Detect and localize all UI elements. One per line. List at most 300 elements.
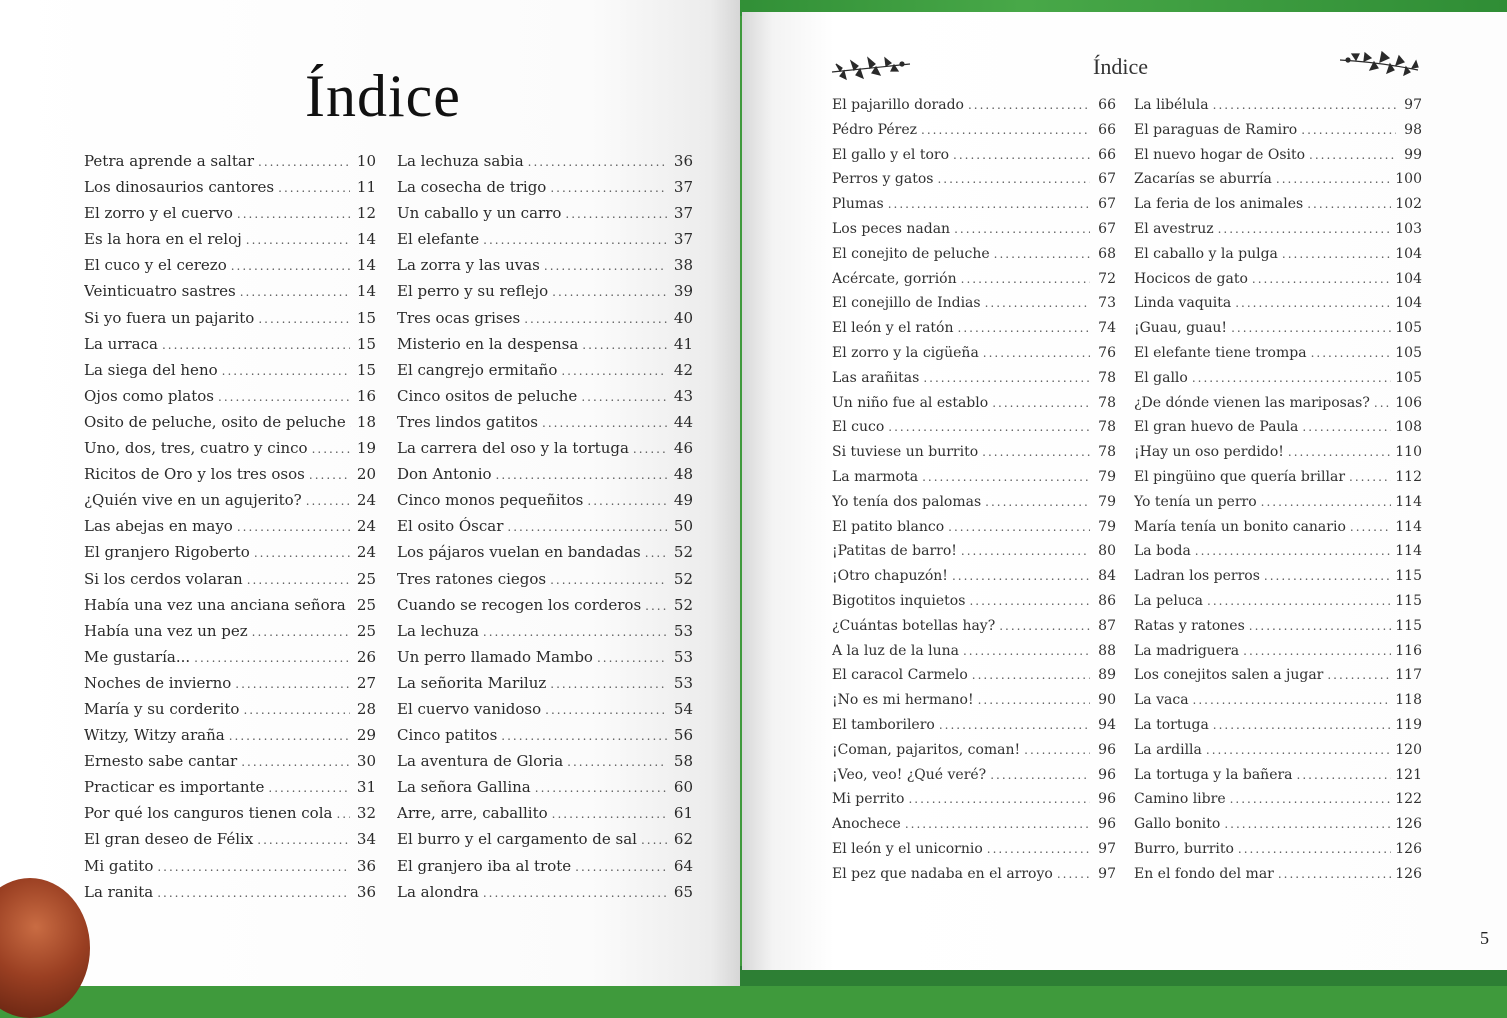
toc-entry [84,435,376,461]
toc-entry [1134,341,1422,366]
dot-leader [954,217,1090,242]
toc-entry-title: El avestruz [1134,217,1214,242]
dot-leader [496,462,667,487]
toc-entry-title: Gallo bonito [1134,812,1220,837]
toc-entry [84,722,376,748]
toc-entry-page: 105 [1395,316,1422,341]
toc-entry-page: 56 [671,722,693,748]
toc-entry-title: El conejito de peluche [832,242,990,267]
toc-entry-page: 25 [354,618,376,644]
dot-leader [641,827,667,852]
dot-leader [237,514,350,539]
dot-leader [306,488,350,513]
toc-entry-page: 126 [1395,837,1422,862]
dot-leader [581,384,667,409]
toc-entry-page: 116 [1395,639,1422,664]
dot-leader [958,316,1091,341]
toc-entry-page: 72 [1094,267,1116,292]
dot-leader [157,880,350,905]
toc-entry [832,663,1116,688]
toc-entry-title: La siega del heno [84,357,218,383]
toc-entry-title: Es la hora en el reloj [84,226,242,252]
toc-entry-title: El pajarillo dorado [832,93,964,118]
dot-leader [1235,291,1391,316]
index-title: Índice [305,62,461,131]
toc-entry-page: 15 [354,357,376,383]
toc-entry-page: 58 [671,748,693,774]
toc-entry-title: El burro y el cargamento de sal [397,826,637,852]
toc-entry [1134,614,1422,639]
toc-entry [397,331,693,357]
dot-leader [231,253,350,278]
toc-entry-title: Cinco monos pequeñitos [397,487,583,513]
dot-leader [483,619,667,644]
toc-entry-title: ¡Patitas de barro! [832,539,957,564]
dot-leader [1276,167,1391,192]
dot-leader [1213,93,1396,118]
dot-leader [336,801,350,826]
toc-entry-title: Witzy, Witzy araña [84,722,225,748]
toc-entry-page: 112 [1395,465,1422,490]
dot-leader [507,514,667,539]
toc-entry-page: 37 [671,200,693,226]
toc-entry-page: 104 [1395,291,1422,316]
toc-entry-title: El nuevo hogar de Osito [1134,143,1305,168]
dot-leader [565,201,667,226]
toc-entry-page: 67 [1094,167,1116,192]
dot-leader [645,593,667,618]
dot-leader [922,465,1090,490]
toc-entry-page: 88 [1094,639,1116,664]
toc-entry-title: El cuco [832,415,884,440]
toc-entry-title: Perros y gatos [832,167,933,192]
toc-entry-title: El zorro y la cigüeña [832,341,979,366]
toc-entry [832,564,1116,589]
toc-entry-title: A la luz de la luna [832,639,959,664]
dot-leader [597,645,667,670]
toc-entry-page: 53 [671,670,693,696]
toc-entry-page: 30 [354,748,376,774]
toc-entry-title: La tortuga [1134,713,1209,738]
toc-entry [397,592,693,618]
dot-leader [575,854,667,879]
toc-entry [397,409,693,435]
toc-entry-page: 24 [354,513,376,539]
toc-entry-page: 19 [354,435,376,461]
dot-leader [1297,763,1392,788]
toc-entry-page: 108 [1395,415,1422,440]
toc-entry-title: El gallo y el toro [832,143,949,168]
toc-entry [84,148,376,174]
toc-entry [1134,713,1422,738]
dot-leader [1057,862,1090,887]
toc-entry-page: 14 [354,278,376,304]
dot-leader [1206,738,1391,763]
toc-entry [397,435,693,461]
toc-entry-title: El gallo [1134,366,1188,391]
toc-entry [397,252,693,278]
toc-entry [1134,118,1422,143]
toc-entry-title: Ricitos de Oro y los tres osos [84,461,305,487]
dot-leader [969,589,1090,614]
toc-entry-title: El patito blanco [832,515,944,540]
dot-leader [963,639,1090,664]
toc-entry-page: 96 [1094,763,1116,788]
dot-leader [257,827,350,852]
toc-entry [397,174,693,200]
dot-leader [972,663,1090,688]
dot-leader [1309,143,1396,168]
toc-entry [1134,837,1422,862]
toc-entry-page: 11 [354,174,376,200]
toc-entry-page: 64 [671,853,693,879]
toc-entry-page: 52 [671,592,693,618]
toc-entry-page: 114 [1395,515,1422,540]
dot-leader [567,749,667,774]
toc-entry-title: Las arañitas [832,366,919,391]
toc-entry [832,217,1116,242]
toc-entry [397,826,693,852]
toc-entry-title: Noches de invierno [84,670,231,696]
toc-entry [1134,465,1422,490]
toc-entry-title: Petra aprende a saltar [84,148,254,174]
toc-entry-title: El cuco y el cerezo [84,252,227,278]
dot-leader [552,279,667,304]
toc-entry-page: 37 [671,226,693,252]
toc-entry-page: 89 [1094,663,1116,688]
toc-entry-page: 79 [1094,465,1116,490]
dot-leader [987,837,1090,862]
toc-entry-title: Tres ratones ciegos [397,566,546,592]
dot-leader [157,854,350,879]
dot-leader [990,763,1090,788]
toc-entry [397,722,693,748]
toc-entry [397,566,693,592]
toc-entry [397,853,693,879]
toc-entry-page: 98 [1400,118,1422,143]
toc-entry [1134,688,1422,713]
toc-entry-page: 44 [671,409,693,435]
toc-entry-title: Tres lindos gatitos [397,409,538,435]
toc-entry-page: 115 [1395,614,1422,639]
toc-entry-page: 99 [1400,143,1422,168]
toc-entry [397,644,693,670]
toc-entry-page: 32 [354,800,376,826]
dot-leader [1224,812,1391,837]
toc-entry-page: 14 [354,252,376,278]
toc-entry-page: 36 [354,879,376,905]
toc-entry [832,738,1116,763]
toc-entry [832,490,1116,515]
toc-entry-title: La carrera del oso y la tortuga [397,435,629,461]
toc-entry-page: 10 [354,148,376,174]
toc-entry-title: La urraca [84,331,158,357]
toc-entry-title: Los conejitos salen a jugar [1134,663,1323,688]
toc-entry [397,774,693,800]
toc-entry-page: 37 [671,174,693,200]
toc-entry-page: 126 [1395,862,1422,887]
toc-entry-page: 36 [671,148,693,174]
dot-leader [1374,391,1391,416]
dot-leader [544,253,667,278]
toc-entry-title: Mi gatito [84,853,153,879]
toc-entry-page: 100 [1395,167,1422,192]
toc-entry [1134,415,1422,440]
toc-entry-title: Ladran los perros [1134,564,1260,589]
toc-entry-title: Camino libre [1134,787,1226,812]
toc-entry [1134,267,1422,292]
toc-entry-page: 74 [1094,316,1116,341]
toc-entry-title: Ratas y ratones [1134,614,1245,639]
left-page-column-2 [397,148,693,905]
left-page-column-1 [84,148,376,905]
dot-leader [1252,267,1391,292]
toc-entry-title: Un niño fue al establo [832,391,988,416]
dot-leader [948,515,1090,540]
toc-entry-page: 87 [1094,614,1116,639]
toc-entry-page: 12 [354,200,376,226]
toc-entry-page: 29 [354,722,376,748]
toc-entry-page: 96 [1094,787,1116,812]
toc-entry-title: Acércate, gorrión [832,267,957,292]
toc-entry-title: La vaca [1134,688,1189,713]
toc-entry [1134,217,1422,242]
toc-entry-title: Un caballo y un carro [397,200,561,226]
toc-entry [397,487,693,513]
toc-entry-title: El caballo y la pulga [1134,242,1278,267]
toc-entry [397,305,693,331]
toc-entry-page: 53 [671,644,693,670]
toc-entry [84,174,376,200]
toc-entry-title: Cinco patitos [397,722,497,748]
toc-entry [832,143,1116,168]
toc-entry [84,826,376,852]
dot-leader [1307,192,1391,217]
toc-entry [397,670,693,696]
dot-leader [908,787,1090,812]
toc-entry [832,763,1116,788]
toc-entry-page: 67 [1094,192,1116,217]
toc-entry-page: 96 [1094,812,1116,837]
dot-leader [218,384,350,409]
dot-leader [1349,465,1391,490]
dot-leader [582,332,667,357]
toc-entry [832,366,1116,391]
toc-entry-page: 62 [671,826,693,852]
toc-entry [84,252,376,278]
toc-entry-title: La señora Gallina [397,774,531,800]
toc-entry-title: El león y el ratón [832,316,954,341]
dot-leader [222,358,350,383]
toc-entry-title: La cosecha de trigo [397,174,546,200]
toc-entry-page: 120 [1395,738,1422,763]
leaf-sprig-icon-right [1338,46,1420,80]
toc-entry-page: 43 [671,383,693,409]
toc-entry-page: 115 [1395,589,1422,614]
dot-leader [552,801,667,826]
toc-entry [1134,738,1422,763]
toc-entry-title: Si yo fuera un pajarito [84,305,254,331]
toc-entry-page: 117 [1395,663,1422,688]
toc-entry-page: 96 [1094,738,1116,763]
dot-leader [561,358,667,383]
toc-entry [397,696,693,722]
dot-leader [983,341,1090,366]
toc-entry-title: Arre, arre, caballito [397,800,548,826]
dot-leader [1195,539,1391,564]
toc-entry-title: ¿De dónde vienen las mariposas? [1134,391,1370,416]
dot-leader [961,267,1090,292]
dot-leader [921,118,1090,143]
toc-entry-page: 28 [354,696,376,722]
toc-entry [832,639,1116,664]
dot-leader [961,539,1090,564]
toc-entry-title: Mi perrito [832,787,904,812]
toc-entry-page: 42 [671,357,693,383]
toc-entry-page: 65 [671,879,693,905]
toc-entry-title: Cinco ositos de peluche [397,383,577,409]
toc-entry-title: La madriguera [1134,639,1239,664]
toc-entry [1134,316,1422,341]
dot-leader [1282,242,1391,267]
dot-leader [978,688,1090,713]
toc-entry-title: Los peces nadan [832,217,950,242]
toc-entry-page: 18 [354,409,376,435]
dot-leader [1264,564,1391,589]
toc-entry-page: 94 [1094,713,1116,738]
dot-leader [252,619,350,644]
dot-leader [237,201,350,226]
toc-entry-title: El caracol Carmelo [832,663,968,688]
toc-entry-page: 49 [671,487,693,513]
dot-leader [1301,118,1396,143]
dot-leader [268,775,350,800]
dot-leader [501,723,667,748]
toc-entry-page: 16 [354,383,376,409]
toc-entry-title: ¡No es mi hermano! [832,688,974,713]
toc-entry [1134,391,1422,416]
toc-entry [1134,862,1422,887]
toc-entry [832,267,1116,292]
toc-entry [84,853,376,879]
dot-leader [254,540,350,565]
toc-entry-title: La lechuza sabia [397,148,524,174]
toc-entry-page: 97 [1094,837,1116,862]
toc-entry-title: El león y el unicornio [832,837,983,862]
toc-entry-title: Los dinosaurios cantores [84,174,274,200]
toc-entry-page: 60 [671,774,693,800]
dot-leader [888,192,1090,217]
right-page-column-2 [1134,93,1422,887]
toc-entry-title: El cuervo vanidoso [397,696,541,722]
toc-entry-title: Si los cerdos volaran [84,566,243,592]
toc-entry-page: 110 [1395,440,1422,465]
toc-entry [1134,812,1422,837]
toc-entry-title: Cuando se recogen los corderos [397,592,641,618]
dot-leader [1261,490,1392,515]
toc-entry [832,341,1116,366]
page-number: 5 [1480,928,1489,949]
toc-entry [84,226,376,252]
dot-leader [312,436,350,461]
dot-leader [235,671,350,696]
toc-entry [832,713,1116,738]
toc-entry [1134,539,1422,564]
toc-entry-page: 105 [1395,366,1422,391]
toc-entry [832,688,1116,713]
toc-entry [84,539,376,565]
dot-leader [1249,614,1392,639]
dot-leader [1278,862,1391,887]
toc-entry [1134,639,1422,664]
toc-entry-title: El perro y su reflejo [397,278,548,304]
dot-leader [545,697,667,722]
toc-entry [832,291,1116,316]
right-page-column-1 [832,93,1116,887]
toc-entry-title: Había una vez una anciana señora [84,592,346,618]
toc-entry [397,879,693,905]
dot-leader [952,564,1090,589]
dot-leader [1230,787,1392,812]
toc-entry [84,774,376,800]
toc-entry-title: ¡Otro chapuzón! [832,564,948,589]
dot-leader [229,723,350,748]
toc-entry [397,383,693,409]
toc-entry-page: 126 [1395,812,1422,837]
toc-entry-title: Tres ocas grises [397,305,520,331]
toc-entry [832,465,1116,490]
toc-entry-title: Yo tenía un perro [1134,490,1257,515]
toc-entry [84,331,376,357]
dot-leader [968,93,1090,118]
toc-entry [84,618,376,644]
toc-entry-title: Las abejas en mayo [84,513,233,539]
toc-entry-title: El tamborilero [832,713,935,738]
toc-entry-page: 66 [1094,93,1116,118]
dot-leader [939,713,1090,738]
toc-entry [832,614,1116,639]
toc-entry [1134,291,1422,316]
toc-entry-page: 105 [1395,341,1422,366]
toc-entry-page: 76 [1094,341,1116,366]
dot-leader [528,149,667,174]
dot-leader [1218,217,1392,242]
dot-leader [246,227,350,252]
toc-entry-page: 106 [1395,391,1422,416]
toc-entry [1134,490,1422,515]
dot-leader [985,490,1090,515]
dot-leader [1311,341,1392,366]
toc-entry-title: ¿Quién vive en un agujerito? [84,487,302,513]
dot-leader [992,391,1090,416]
toc-entry [832,589,1116,614]
toc-entry [832,415,1116,440]
toc-entry [1134,564,1422,589]
toc-entry-title: La libélula [1134,93,1209,118]
toc-entry-title: El osito Óscar [397,513,503,539]
dot-leader [162,332,350,357]
toc-entry [832,118,1116,143]
toc-entry-title: El pingüino que quería brillar [1134,465,1345,490]
toc-entry-page: 67 [1094,217,1116,242]
toc-entry-title: ¡Guau, guau! [1134,316,1227,341]
toc-entry-page: 41 [671,331,693,357]
toc-entry-page: 122 [1395,787,1422,812]
toc-entry-title: María tenía un bonito canario [1134,515,1346,540]
toc-entry-page: 79 [1094,515,1116,540]
toc-entry-page: 20 [354,461,376,487]
toc-entry [832,167,1116,192]
